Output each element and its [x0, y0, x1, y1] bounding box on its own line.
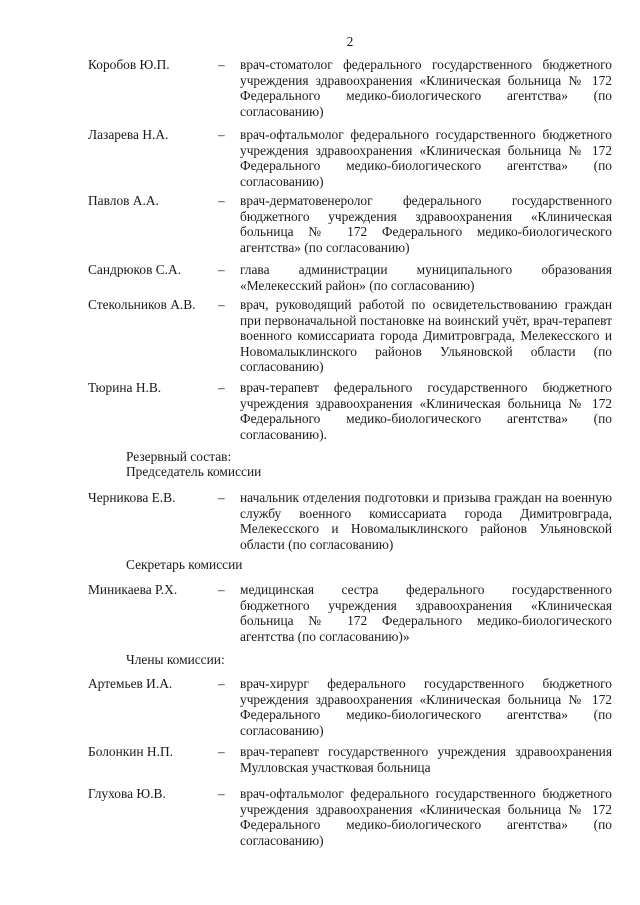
member-description: начальник отделения подготовки и призыва граждан на военную службу военного комиссариата города Димитровграда, Мелекесского и Новомалыклинского районов Ульяновской области (по согласованию) — [240, 490, 612, 552]
dash: – — [218, 193, 225, 208]
member-row — [88, 57, 612, 119]
chairman-row — [88, 490, 612, 552]
member-row — [88, 262, 612, 293]
member-name: Стекольников А.В. — [88, 297, 196, 312]
dash: – — [218, 57, 225, 72]
member-name: Черникова Е.В. — [88, 490, 176, 505]
member-description: врач-терапевт федерального государственного бюджетного учреждения здравоохранения «Клиническая больница № 172 Федерального медико-биологического агентства» (по согласованию). — [240, 380, 612, 442]
dash: – — [218, 297, 225, 312]
member-description: врач-хирург федерального государственного бюджетного учреждения здравоохранения «Клиническая больница № 172 Федерального медико-биологического агентства» (по согласованию) — [240, 676, 612, 738]
member-name: Лазарева Н.А. — [88, 127, 169, 142]
member-name: Павлов А.А. — [88, 193, 159, 208]
dash: – — [218, 582, 225, 597]
member-row — [88, 127, 612, 189]
dash: – — [218, 380, 225, 395]
dash: – — [218, 676, 225, 691]
member-name: Болонкин Н.П. — [88, 744, 173, 759]
secretary-row — [88, 582, 612, 644]
member-name: Миникаева Р.Х. — [88, 582, 178, 597]
member-description: врач-офтальмолог федерального государственного бюджетного учреждения здравоохранения «Клиническая больница № 172 Федерального медико-биологического агентства» (по согласованию) — [240, 786, 612, 848]
dash: – — [218, 127, 225, 142]
member-description: врач-терапевт государственного учреждения здравоохранения Мулловская участковая больница — [240, 744, 612, 775]
dash: – — [218, 786, 225, 801]
dash: – — [218, 490, 225, 505]
dash: – — [218, 744, 225, 759]
member-row — [88, 676, 612, 738]
member-description: медицинская сестра федерального государственного бюджетного учреждения здравоохранения «Клиническая больница № 172 Федерального медико-биологического агентства (по согласованию)» — [240, 582, 612, 644]
member-row — [88, 380, 612, 442]
member-description: врач, руководящий работой по освидетельствованию граждан при первоначальной постановке на воинский учёт, врач-терапевт военного комиссариата города Димитровграда, Мелекесского и Новомалыклинского районов Ульяновской области (по согласованию) — [240, 297, 612, 375]
member-row — [88, 744, 612, 775]
member-row — [88, 193, 612, 255]
dash: – — [218, 262, 225, 277]
chairman-heading: Председатель комиссии — [126, 464, 262, 479]
member-description: врач-дерматовенеролог федерального государственного бюджетного учреждения здравоохранения «Клиническая больница № 172 Федерального медико-биологического агентства» (по согласованию) — [240, 193, 612, 255]
member-row — [88, 297, 612, 375]
member-description: врач-офтальмолог федерального государственного бюджетного учреждения здравоохранения «Клиническая больница № 172 Федерального медико-биологического агентства» (по согласованию) — [240, 127, 612, 189]
member-name: Коробов Ю.П. — [88, 57, 170, 72]
reserve-heading: Резервный состав: — [126, 449, 232, 464]
members-heading: Члены комиссии: — [126, 652, 225, 667]
secretary-heading: Секретарь комиссии — [126, 557, 243, 572]
page-number: 2 — [346, 34, 354, 49]
member-name: Сандрюков С.А. — [88, 262, 182, 277]
member-row — [88, 786, 612, 848]
member-name: Артемьев И.А. — [88, 676, 173, 691]
member-description: глава администрации муниципального образования «Мелекесский район» (по согласованию) — [240, 262, 612, 293]
member-name: Тюрина Н.В. — [88, 380, 162, 395]
member-name: Глухова Ю.В. — [88, 786, 166, 801]
member-description: врач-стоматолог федерального государственного бюджетного учреждения здравоохранения «Клиническая больница № 172 Федерального медико-биологического агентства» (по согласованию) — [240, 57, 612, 119]
